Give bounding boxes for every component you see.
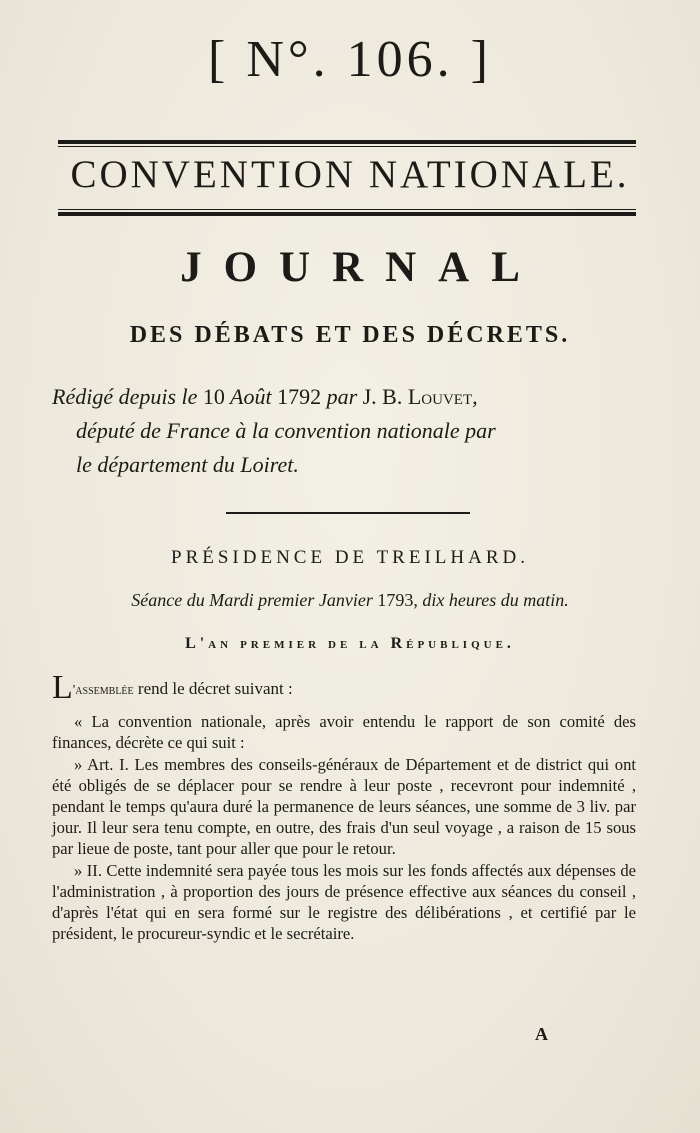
- byline-line-3: le département du Loiret.: [76, 452, 299, 477]
- catchword: A: [535, 1024, 548, 1044]
- intro-rest: rend le décret suivant :: [133, 679, 293, 698]
- byline-day: 10: [202, 384, 225, 409]
- session-time: , dix heures du matin.: [413, 590, 569, 610]
- section-divider: [226, 512, 470, 514]
- byline-text: Rédigé depuis le: [52, 384, 203, 409]
- top-rule-thick: [58, 140, 636, 144]
- top-rule-thin: [58, 146, 636, 147]
- session-day: Séance du Mardi premier Janvier: [131, 590, 378, 610]
- byline-line-1: [52, 380, 478, 414]
- byline-month: Août: [224, 384, 278, 409]
- journal-subtitle: DES DÉBATS ET DES DÉCRETS.: [129, 322, 571, 348]
- presidence-heading: PRÉSIDENCE DE TREILHARD.: [171, 547, 529, 568]
- bottom-rule-thick: [58, 212, 636, 216]
- byline-author: J. B. Louvet: [362, 384, 473, 409]
- byline-par: par: [321, 384, 363, 409]
- journal-title: JOURNAL: [180, 244, 542, 291]
- session-year: 1793: [377, 590, 414, 610]
- byline-line-2: député de France à la convention nationale par: [76, 418, 496, 443]
- byline-year: 1792: [277, 384, 322, 409]
- intro-smallcaps: 'assemblée: [72, 683, 134, 698]
- issue-number: [ N°. 106. ]: [208, 31, 492, 88]
- decree-article-1: » Art. I. Les membres des conseils-généraux de Département et de district qui ont été obligés de se déplacer pour se rendre à leur poste , recevront pour indemnité , pendant le temps qu'aura duré la permanence de leurs séances, une somme de 3 liv. par jour. Il leur sera tenu compte, en outre, des frais d'un seul voyage , a raison de 15 sous par lieue de poste, tant pour aller que pour le retour.: [52, 754, 636, 859]
- decree-preamble: « La convention nationale, après avoir entendu le rapport de son comité des finances, décrète ce qui suit :: [52, 712, 636, 753]
- decree-intro: [52, 669, 636, 706]
- decree-article-2: » II. Cette indemnité sera payée tous les mois sur les fonds affectés aux dépenses de l'administration , à proportion des jours de présence effective aux séances du conseil , d'après l'état qui en sera formé sur le registre des délibérations , et certifié par le président, le procureur-syndic et le secrétaire.: [52, 860, 636, 944]
- session-date: [0, 590, 700, 611]
- bottom-rule-thin: [58, 209, 636, 210]
- republican-year: L'an premier de la République.: [185, 635, 515, 652]
- byline-comma: ,: [472, 384, 478, 409]
- assembly-title: CONVENTION NATIONALE.: [70, 153, 630, 196]
- decree-text: [52, 669, 636, 944]
- drop-cap: L: [52, 669, 73, 706]
